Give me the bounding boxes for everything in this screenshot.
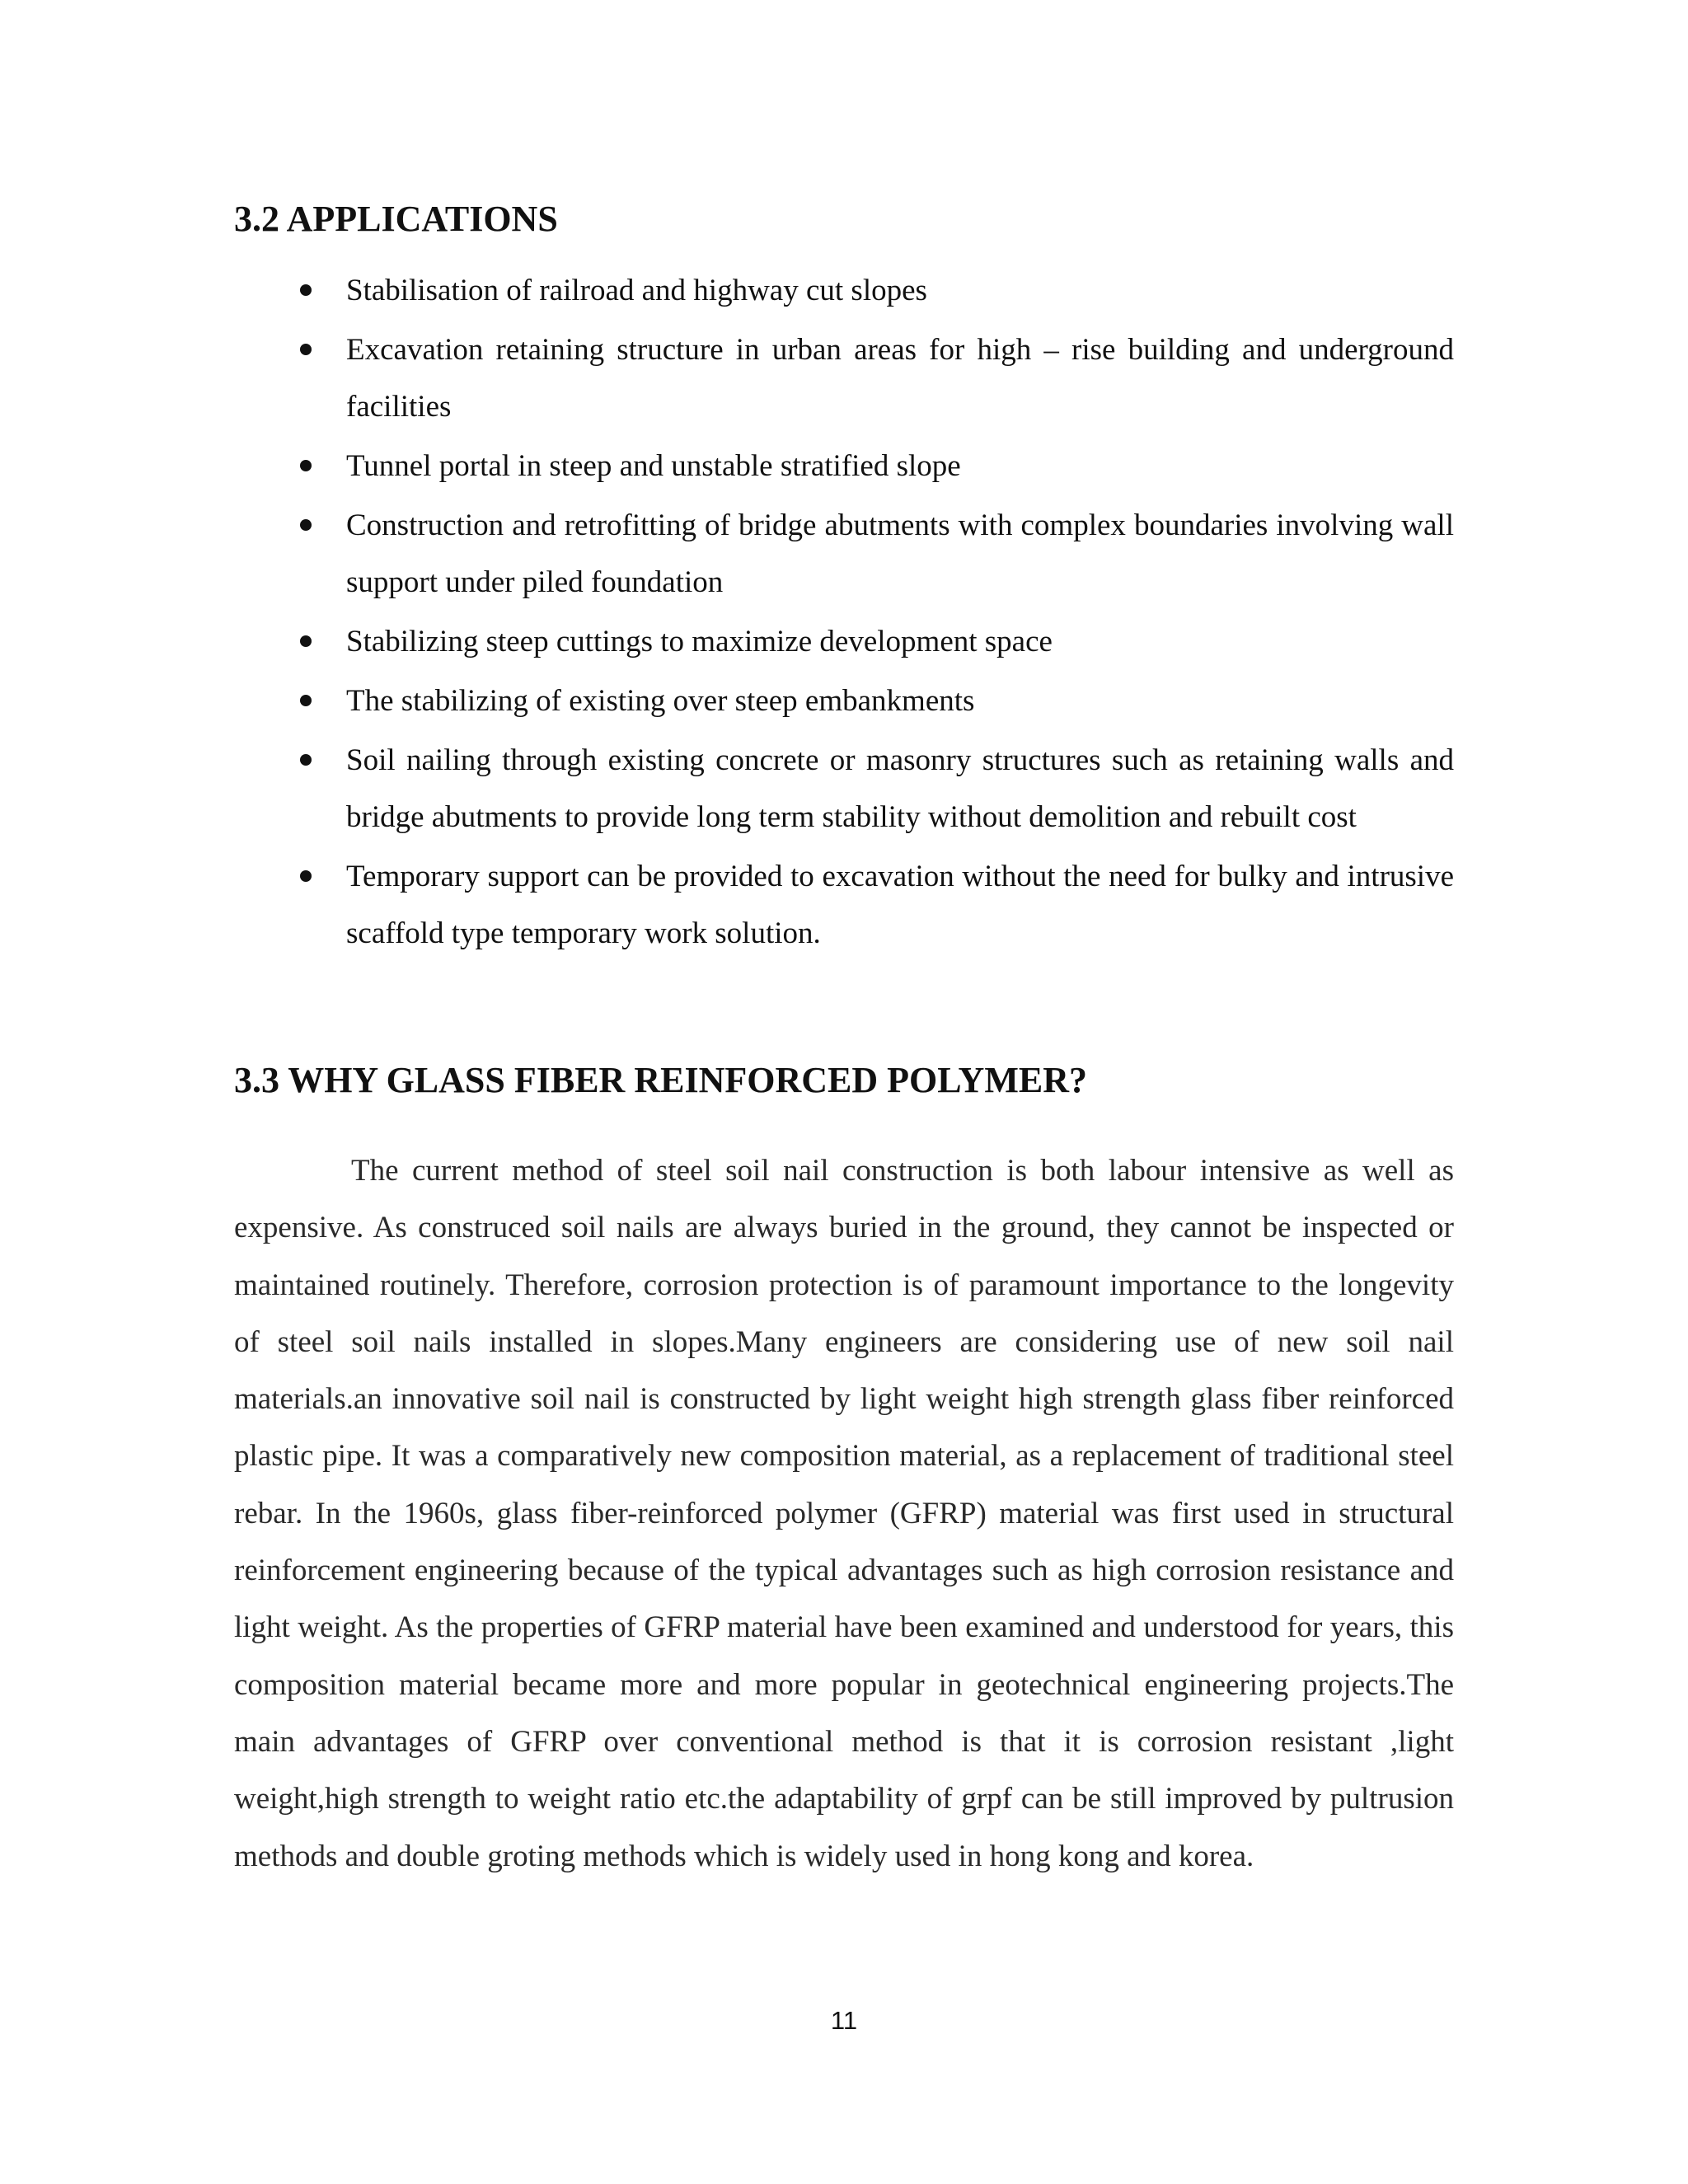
- page-number: 11: [830, 2006, 858, 2035]
- list-item: [234, 321, 1454, 435]
- applications-list: [234, 262, 1454, 964]
- section-heading-gfrp: 3.3 WHY GLASS FIBER REINFORCED POLYMER?: [234, 1060, 1087, 1100]
- list-item: [234, 497, 1454, 611]
- bullet-dot-icon: [300, 344, 312, 355]
- section-heading-applications: 3.2 APPLICATIONS: [234, 199, 558, 239]
- bullet-dot-icon: [300, 870, 312, 882]
- list-item: [234, 438, 1454, 494]
- list-item-text: Construction and retrofitting of bridge abutments with complex boundaries involving wall support under piled foundation: [346, 509, 1454, 599]
- list-item-text: The stabilizing of existing over steep embankments: [346, 684, 975, 718]
- bullet-dot-icon: [300, 460, 312, 471]
- list-item-text: Excavation retaining structure in urban areas for high – rise building and underground facilities: [346, 333, 1454, 424]
- bullet-dot-icon: [300, 695, 312, 706]
- list-item-text: Tunnel portal in steep and unstable stratified slope: [346, 449, 961, 483]
- list-item: [234, 262, 1454, 319]
- list-item-text: Temporary support can be provided to excavation without the need for bulky and intrusive scaffold type temporary work solution.: [346, 860, 1454, 950]
- bullet-dot-icon: [300, 284, 312, 296]
- list-item-text: Stabilisation of railroad and highway cut slopes: [346, 274, 927, 307]
- list-item: [234, 673, 1454, 729]
- bullet-dot-icon: [300, 754, 312, 766]
- list-item: [234, 732, 1454, 846]
- list-item: [234, 848, 1454, 962]
- gfrp-paragraph: The current method of steel soil nail construction is both labour intensive as well as expensive. As construced soil nails are always buried in the ground, they cannot be inspected or maintained routinely. Therefore, corrosion protection is of paramount importance to the longevity of steel soil nails installed in slopes.Many engineers are considering use of new soil nail materials.an innovative soil nail is constructed by light weight high strength glass fiber reinforced plastic pipe. It was a comparatively new composition material, as a replacement of traditional steel rebar. In the 1960s, glass fiber-reinforced polymer (GFRP) material was first used in structural reinforcement engineering because of the typical advantages such as high corrosion resistance and light weight. As the properties of GFRP material have been examined and understood for years, this composition material became more and more popular in geotechnical engineering projects.The main advantages of GFRP over conventional method is that it is corrosion resistant ,light weight,high strength to weight ratio etc.the adaptability of grpf can be still improved by pultrusion methods and double groting methods which is widely used in hong kong and korea.: [234, 1154, 1454, 1873]
- list-item-text: Stabilizing steep cuttings to maximize development space: [346, 625, 1053, 658]
- list-item-text: Soil nailing through existing concrete or masonry structures such as retaining walls and bridge abutments to provide long term stability without demolition and rebuilt cost: [346, 743, 1454, 834]
- bullet-dot-icon: [300, 635, 312, 647]
- bullet-dot-icon: [300, 519, 312, 531]
- list-item: [234, 613, 1454, 670]
